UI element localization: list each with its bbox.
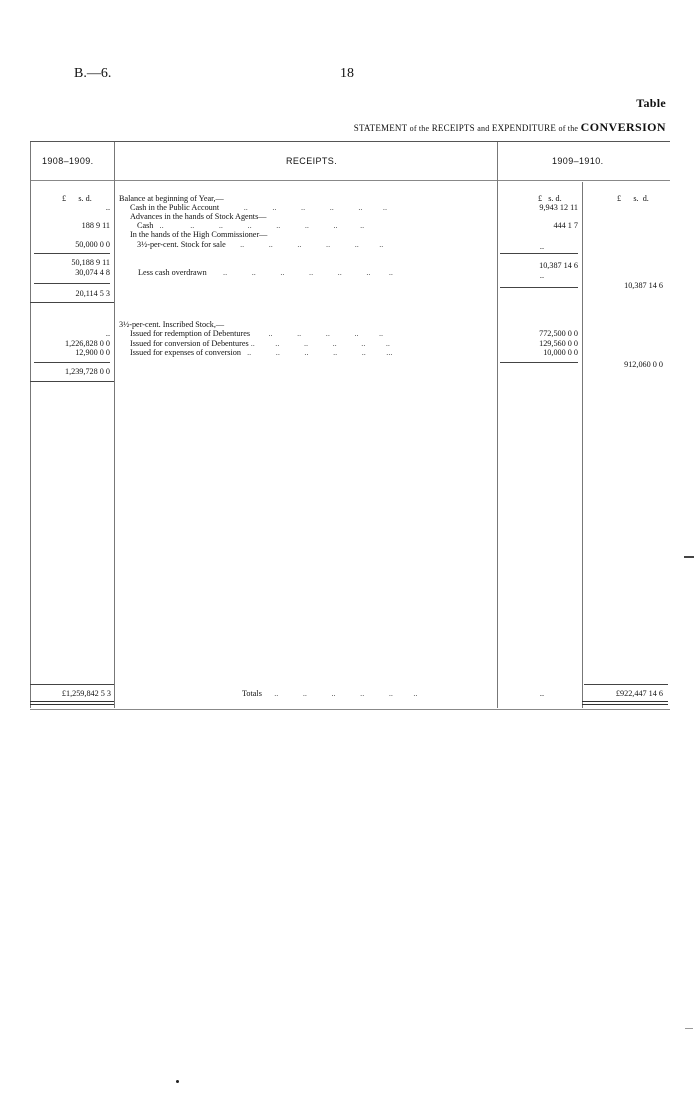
- redemption-curr: 772,500 0 0: [539, 329, 578, 338]
- row-cash: Cash .. .. .. .. .. .. .. ..: [137, 221, 365, 230]
- left-border: [30, 142, 31, 708]
- cash-prev: 188 9 11: [81, 221, 110, 230]
- net-rule-curr: [500, 287, 578, 288]
- block2-end-rule: [30, 381, 114, 382]
- totals-double-rule-curr: [582, 701, 668, 705]
- title-receipts: RECEIPTS: [431, 123, 475, 133]
- cash-public-prev: ..: [105, 203, 110, 212]
- title-statement: STATEMENT: [353, 123, 408, 133]
- column-heading-receipts: RECEIPTS.: [286, 156, 338, 166]
- totals-label: Totals: [242, 689, 262, 698]
- conversion-curr: 129,560 0 0: [539, 339, 578, 348]
- statement-title: [354, 120, 666, 135]
- totals-mid: ..: [539, 689, 544, 698]
- shillings-label: s.: [548, 194, 554, 203]
- series-reference: B.—6.: [74, 66, 112, 81]
- speck: [176, 1080, 179, 1083]
- row-less-cash: Less cash overdrawn .. .. .. .. .. .. ..: [138, 268, 393, 277]
- less-cash-prev: 30,074 4 8: [75, 268, 110, 277]
- col-divider-1: [114, 142, 115, 708]
- stock-total-prev: 1,239,728 0 0: [64, 367, 110, 376]
- pence-label: d.: [642, 194, 649, 203]
- row-stock-for-sale: 3½-per-cent. Stock for sale .. .. .. .. .. ..: [137, 240, 384, 249]
- cash-curr: 444 1 7: [553, 221, 578, 230]
- table-bottom-rule: [30, 709, 670, 710]
- totals-top-rule-prev: [30, 684, 114, 685]
- pound-sign: £: [62, 194, 67, 203]
- totals-prev: £1,259,842 5 3: [61, 689, 111, 698]
- table-top-rule: [30, 141, 670, 142]
- row-redemption: Issued for redemption of Debentures .. .. .. .. ..: [130, 329, 384, 338]
- currency-head-right: [617, 194, 649, 204]
- totals-double-rule-prev: [30, 701, 114, 705]
- conversion-prev: 1,226,828 0 0: [64, 339, 110, 348]
- subtotal-rule-curr: [500, 253, 578, 254]
- row-conversion-debentures: Issued for conversion of Debentures .. .. .. .. .. ..: [130, 339, 390, 348]
- subtotal-curr: 10,387 14 6: [539, 261, 578, 270]
- stock-total-rule-prev: [34, 362, 110, 363]
- totals-top-rule-curr: [584, 684, 668, 685]
- expenses-curr: 10,000 0 0: [543, 348, 578, 357]
- cash-public-curr: 9,943 12 11: [539, 203, 578, 212]
- block1-end-rule: [30, 302, 114, 303]
- title-of-2: of the: [558, 124, 579, 133]
- net-curr: 10,387 14 6: [624, 281, 663, 290]
- net-prev: 20,114 5 3: [75, 289, 110, 298]
- stock-total-rule-curr: [500, 362, 578, 363]
- pence-label: d.: [555, 194, 562, 203]
- title-expenditure: EXPENDITURE: [491, 123, 557, 133]
- shillings-label: s.: [78, 194, 84, 203]
- pence-label: d.: [85, 194, 92, 203]
- edge-mark: [685, 1028, 693, 1029]
- page-number: 18: [340, 66, 354, 81]
- totals-row: Totals .. .. .. .. .. ..: [242, 689, 418, 698]
- stock-total-curr: 912,060 0 0: [624, 360, 663, 369]
- totals-curr: £922,447 14 6: [615, 689, 663, 698]
- pound-sign: £: [617, 194, 622, 203]
- stock-curr: ..: [539, 242, 544, 251]
- title-of-1: of the: [409, 124, 430, 133]
- edge-mark: [684, 556, 694, 558]
- less-cash-curr: ..: [539, 271, 544, 280]
- header-rule: [30, 180, 670, 181]
- expenses-prev: 12,900 0 0: [75, 348, 110, 357]
- title-conversion: CONVERSION: [580, 120, 666, 134]
- net-rule-prev: [34, 283, 110, 284]
- redemption-prev: ..: [105, 329, 110, 338]
- col-divider-2: [497, 142, 498, 708]
- row-cash-public-account: Cash in the Public Account .. .. .. .. .. ..: [130, 203, 387, 212]
- column-heading-1909: 1909–1910.: [552, 156, 604, 166]
- advances-heading: Advances in the hands of Stock Agents—: [130, 212, 267, 221]
- pound-sign: £: [538, 194, 543, 203]
- high-commissioner-heading: In the hands of the High Commissioner—: [130, 230, 268, 239]
- subtotal-rule-prev: [34, 253, 110, 254]
- table-label: Table: [636, 96, 666, 110]
- column-heading-1908: 1908–1909.: [42, 156, 94, 166]
- stock-prev: 50,000 0 0: [75, 240, 110, 249]
- row-expenses: Issued for expenses of conversion .. .. .. .. .. ...: [130, 348, 393, 357]
- col-divider-3: [582, 182, 583, 708]
- subtotal-prev: 50,188 9 11: [71, 258, 110, 267]
- title-and: and: [477, 124, 490, 133]
- shillings-label: s.: [633, 194, 639, 203]
- inscribed-stock-heading: 3½-per-cent. Inscribed Stock,—: [119, 320, 225, 329]
- balance-heading: Balance at beginning of Year,—: [119, 194, 224, 203]
